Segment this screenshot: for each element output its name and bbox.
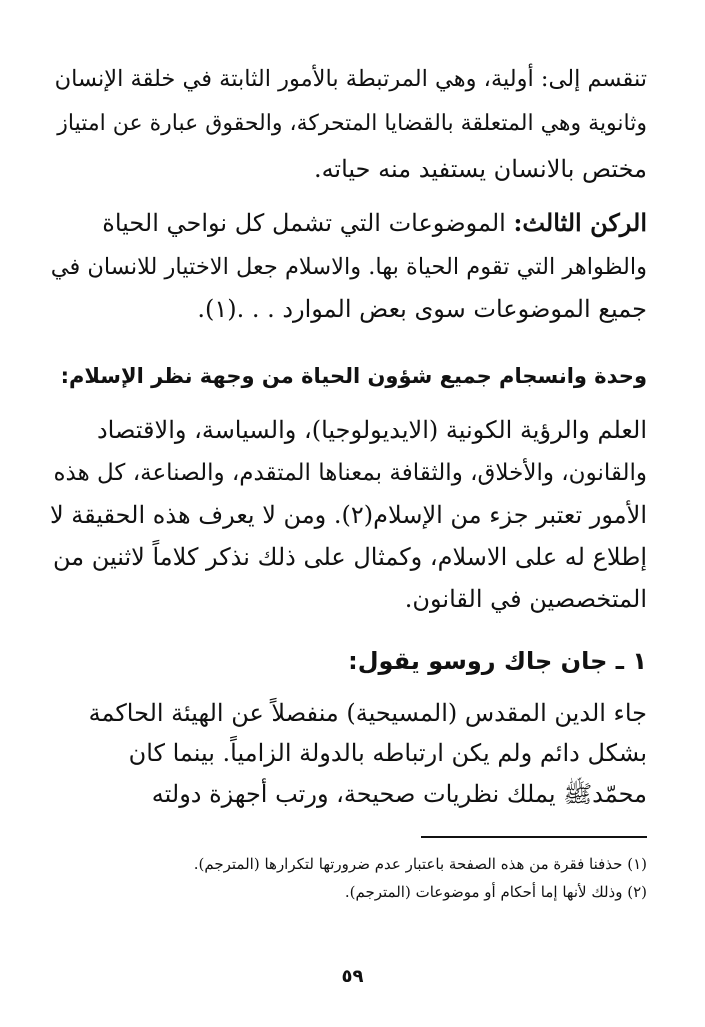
paragraph1-line-1: تنقسم إلى: أولية، وهي المرتبطة بالأمور الثابتة في خلقة الإنسان: [54, 66, 647, 92]
section1-line-2: والقانون، والأخلاق، والثقافة بمعناها المتقدم، والصناعة، كل هذه: [53, 460, 647, 486]
section1-line-5: المتخصصين في القانون.: [404, 585, 647, 613]
footnote-divider: [421, 836, 647, 838]
paragraph1-line-2: وثانوية وهي المتعلقة بالقضايا المتحركة، والحقوق عبارة عن امتياز: [57, 111, 647, 136]
section2-line-2: بشكل دائم ولم يكن ارتباطه بالدولة الزامياً. بينما كان: [128, 739, 647, 767]
section1-heading: وحدة وانسجام جميع شؤون الحياة من وجهة نظر الإسلام:: [60, 364, 647, 388]
paragraph2-line-1: [102, 202, 647, 244]
page-number: ٥٩: [341, 966, 364, 987]
section1-line-4: إطلاع له على الاسلام، وكمثال على ذلك نذكر كلاماً لاثنين من: [52, 543, 647, 571]
paragraph2-line-2: والظواهر التي تقوم الحياة بها. والاسلام جعل الاختيار للانسان في: [50, 254, 647, 280]
section2-line-3: محمّدﷺ يملك نظريات صحيحة، ورتب أجهزة دولته: [151, 780, 647, 808]
paragraph2-line-1-text: الموضوعات التي تشمل كل نواحي الحياة: [102, 209, 514, 237]
footnote-1: (١) حذفنا فقرة من هذه الصفحة باعتبار عدم ضرورتها لتكرارها (المترجم).: [193, 855, 647, 873]
section2-heading: ١ ـ جان جاك روسو يقول:: [348, 647, 647, 675]
section2-line-1: جاء الدين المقدس (المسيحية) منفصلاً عن الهيئة الحاكمة: [88, 699, 647, 727]
section1-line-1: العلم والرؤية الكونية (الايديولوجيا)، والسياسة، والاقتصاد: [96, 416, 647, 444]
section1-line-3: الأمور تعتبر جزء من الإسلام(٢). ومن لا يعرف هذه الحقيقة لا: [49, 501, 647, 529]
paragraph2-line-3: جميع الموضوعات سوى بعض الموارد . . .(١).: [197, 295, 647, 323]
footnote-2: (٢) وذلك لأنها إما أحكام أو موضوعات (المترجم).: [344, 883, 647, 901]
paragraph1-line-3: مختص بالانسان يستفيد منه حياته.: [313, 155, 647, 183]
paragraph2-lead: الركن الثالث:: [513, 208, 647, 237]
